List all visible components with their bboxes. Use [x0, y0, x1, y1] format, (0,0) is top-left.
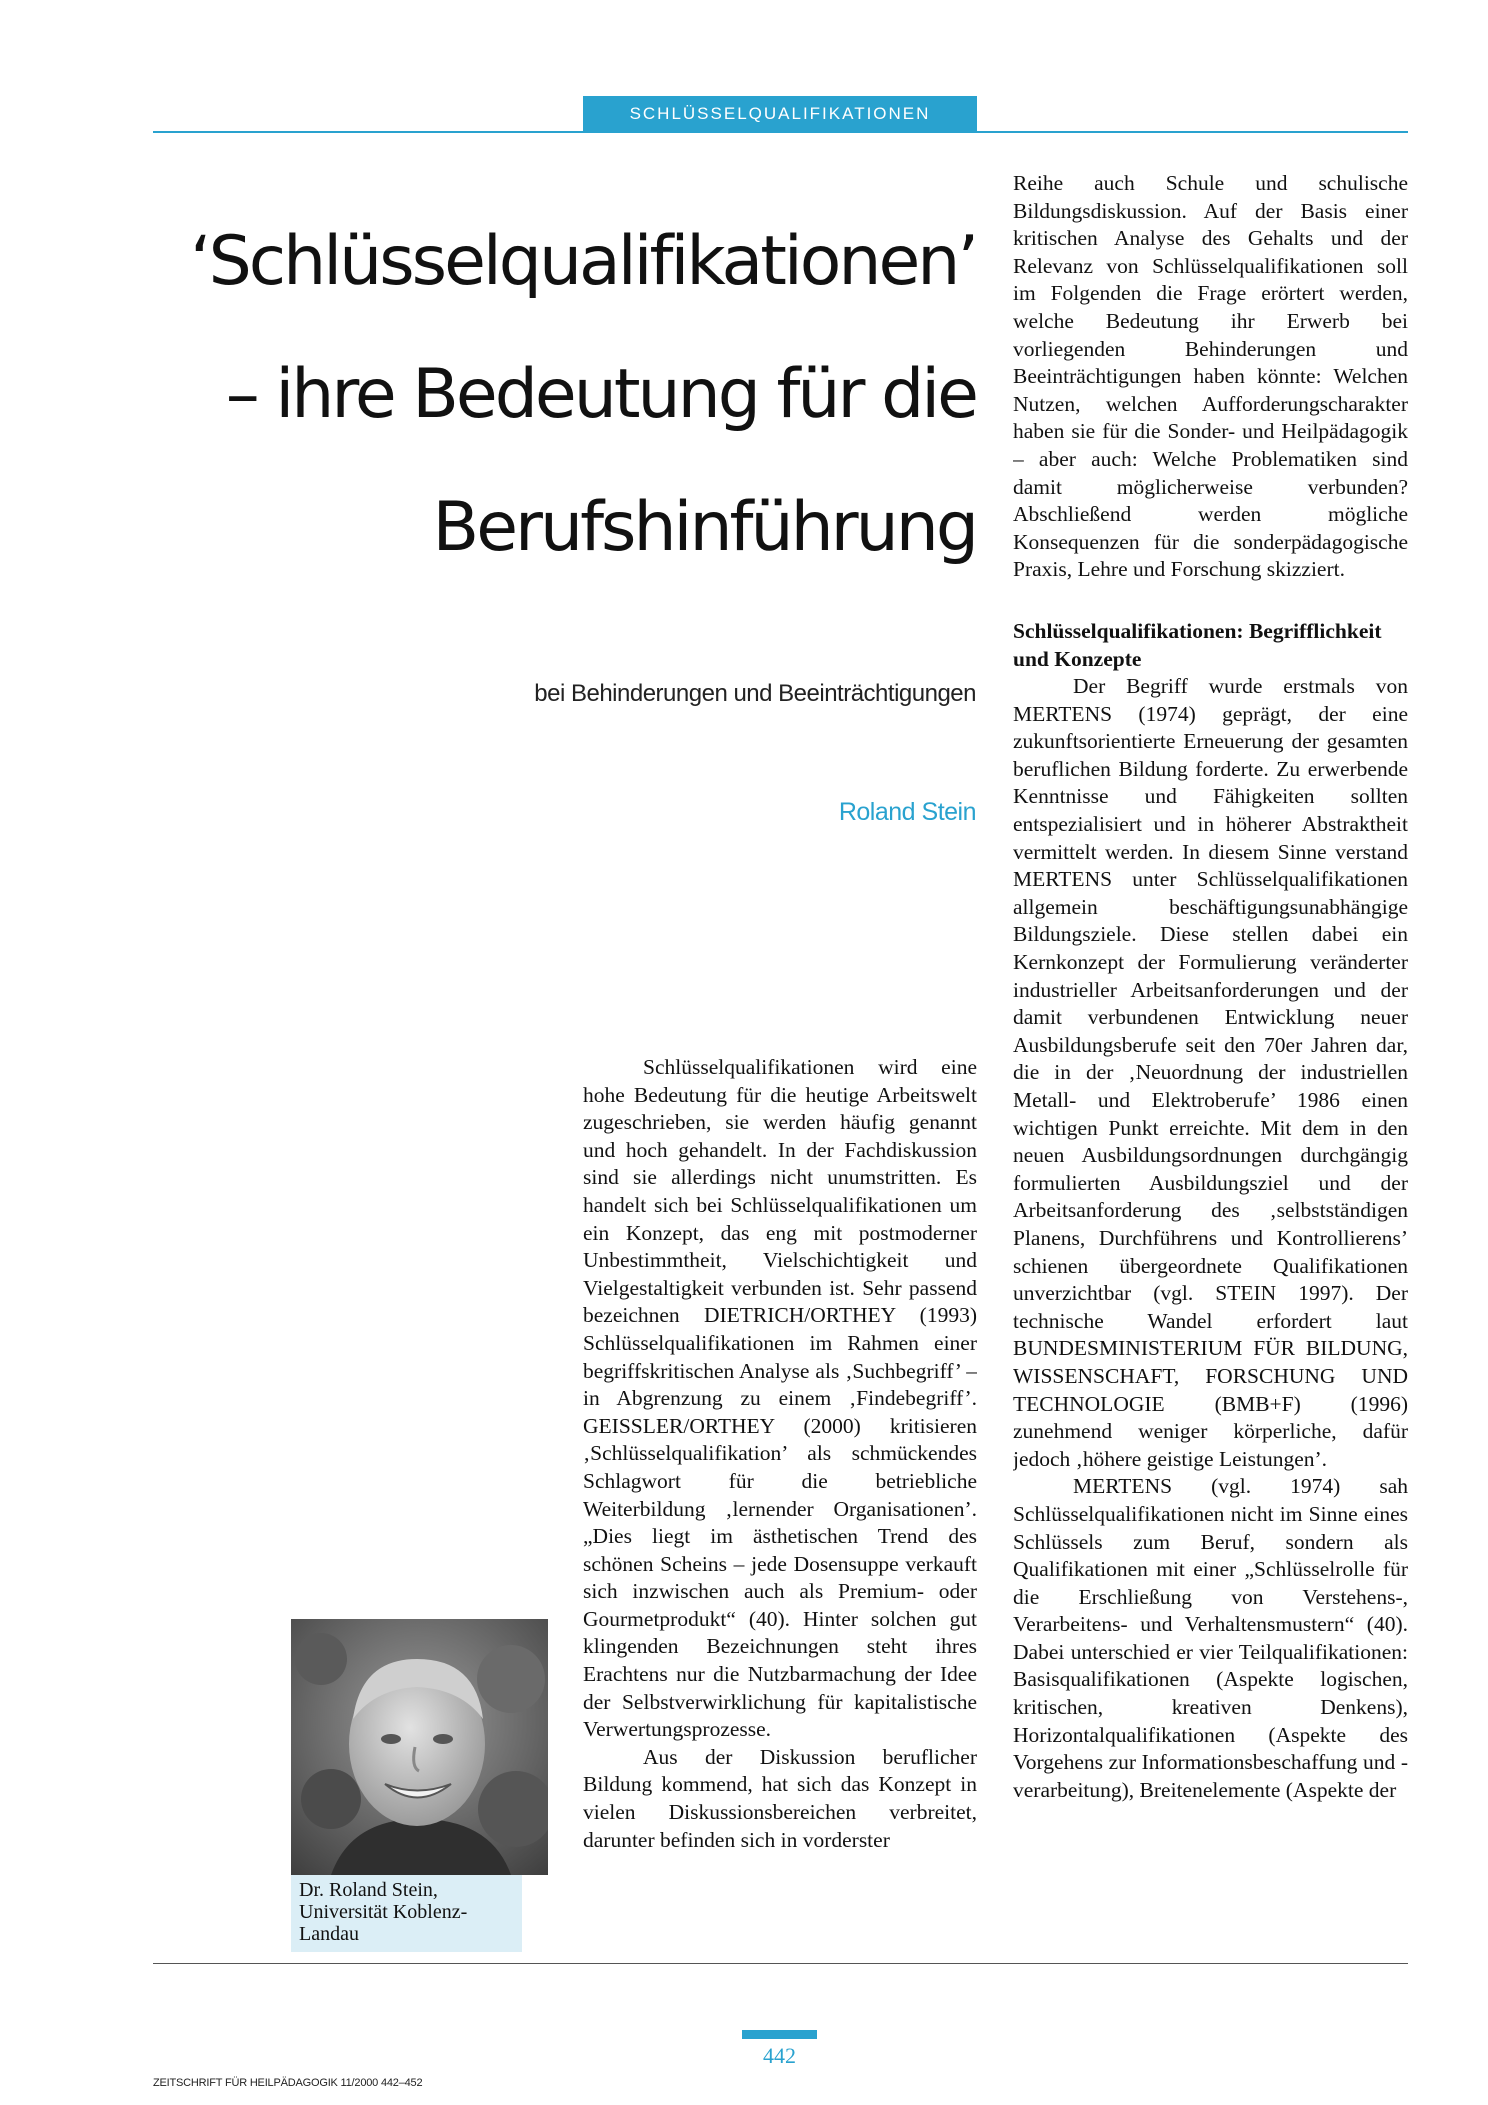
title-line-2: – ihre Bedeutung für die [225, 355, 976, 434]
article-subtitle: bei Behinderungen und Beeinträchtigungen [534, 680, 976, 707]
section-heading: Schlüsselqualifikationen: Begrifflichkeit und Konzepte [1013, 618, 1382, 671]
caption-line: Landau [299, 1923, 359, 1945]
title-line-1: ‘Schlüsselqualifikationen’ [189, 222, 976, 301]
body-column-right [1013, 170, 1408, 1950]
body-column-middle [583, 1054, 977, 1959]
journal-citation: ZEITSCHRIFT FÜR HEILPÄDAGOGIK 11/2000 442–452 [153, 2077, 423, 2089]
header-rule [153, 131, 1408, 133]
article-author: Roland Stein [838, 798, 976, 826]
photo-caption [291, 1875, 522, 1952]
page-number-bar [742, 2030, 817, 2039]
paragraph: Schlüsselqualifikationen wird eine hohe Bedeutung für die heutige Arbeitswelt zugeschrieben, sie werden häufig genannt und hoch gehandelt. In der Fachdiskussion sind sie allerdings nicht unumstritten. Es handelt sich bei Schlüsselqualifikationen um ein Konzept, das eng mit postmoderner Unbestimmtheit, Vielschichtigkeit und Vielgestaltigkeit verbunden ist. Sehr passend bezeichnen DIETRICH/ORTHEY (1993) Schlüsselqualifikationen im Rahmen einer begriffskritischen Analyse als ‚Suchbegriff’ – in Abgrenzung zu einem ‚Findebegriff’. GEISSLER/ORTHEY (2000) kritisieren ‚Schlüsselqualifikation’ als schmückendes Schlagwort für die betriebliche Weiterbildung ‚lernender Organisationen’. „Dies liegt im ästhetischen Trend des schönen Scheins – jede Dosensuppe verkauft sich inzwischen auch als Premium- oder Gourmetprodukt“ (40). Hinter solchen gut klingenden Bezeichnungen steht ihres Erachtens nur die Nutzbarmachung der Idee der Selbstverwirklichung für kapitalistische Verwertungsprozesse. [583, 1055, 977, 1742]
footer-rule [153, 1963, 1408, 1964]
paragraph: Reihe auch Schule und schulische Bildungsdiskussion. Auf der Basis einer kritischen Analyse des Gehalts und der Relevanz von Schlüsselqualifikationen soll im Folgenden die Frage erörtert werden, welche Bedeutung ihr Erwerb bei vorliegenden Behinderungen und Beeinträchtigungen haben könnte: Welchen Nutzen, welchen Aufforderungscharakter haben sie für die Sonder- und Heilpädagogik – aber auch: Welche Problematiken sind damit möglicherweise verbunden? Abschließend werden mögliche Konsequenzen für die sonderpädagogische Praxis, Lehre und Forschung skizziert. [1013, 171, 1408, 582]
article-title [153, 195, 976, 594]
paragraph: Der Begriff wurde erstmals von MERTENS (1974) geprägt, der eine zukunftsorientierte Erneuerung der gesamten beruflichen Bildung forderte. Zu erwerbende Kenntnisse und Fähigkeiten sollten entspezialisiert und in höherer Abstraktheit vermittelt werden. In diesem Sinne verstand MERTENS unter Schlüsselqualifikationen allgemein beschäftigungsunabhängige Bildungsziele. Diese stellen dabei ein Kernkonzept der Formulierung veränderter industrieller Arbeitsanforderungen und der damit verbundenen Entwicklung neuer Ausbildungsberufe seit den 70er Jahren dar, die in der ‚Neuordnung der industriellen Metall- und Elektroberufe’ 1986 einen wichtigen Punkt erreichte. Mit dem in den neuen Ausbildungsordnungen durchgängig formulierten Ausbildungsziel und der Arbeitsanforderung des ‚selbstständigen Planens, Durchführens und Kontrollierens’ schienen übergeordnete Qualifikationen unverzichtbar (vgl. STEIN 1997). Der technische Wandel erfordert laut BUNDESMINISTERIUM FÜR BILDUNG, WISSENSCHAFT, FORSCHUNG UND TECHNOLOGIE (BMB+F) (1996) zunehmend weniger körperliche, dafür jedoch ‚höhere geistige Leistungen’. [1013, 674, 1408, 1471]
author-portrait [291, 1619, 548, 1875]
paragraph: MERTENS (vgl. 1974) sah Schlüsselqualifikationen nicht im Sinne eines Schlüssels zum Beruf, sondern als Qualifikationen mit einer „Schlüsselrolle für die Erschließung von Verstehens-, Verarbeitens- und Verhaltensmustern“ (40). Dabei unterschied er vier Teilqualifikationen: Basisqualifikationen (Aspekte logischen, kritischen, kreativen Denkens), Horizontalqualifikationen (Aspekte des Vorgehens zur Informationsbeschaffung und -verarbeitung), Breitenelemente (Aspekte der [1013, 1474, 1408, 1802]
caption-line: Dr. Roland Stein, [299, 1879, 438, 1901]
section-header: SCHLÜSSELQUALIFIKATIONEN [583, 96, 977, 132]
page-number: 442 [763, 2043, 796, 2068]
caption-line: Universität Koblenz- [299, 1901, 468, 1923]
title-line-3: Berufshinführung [432, 488, 976, 567]
paragraph: Aus der Diskussion beruflicher Bildung kommend, hat sich das Konzept in vielen Diskussionsbereichen verbreitet, darunter befinden sich in vorderster [583, 1744, 977, 1852]
